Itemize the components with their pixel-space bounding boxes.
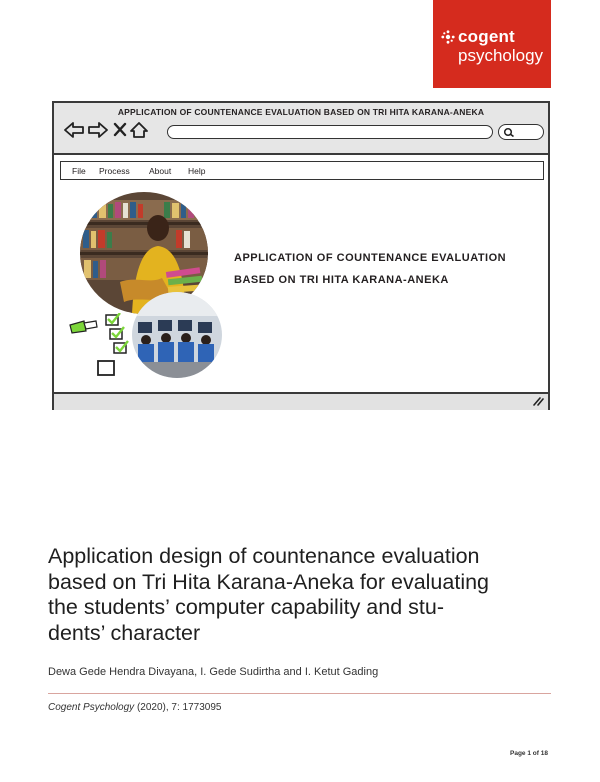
cogent-logo-icon xyxy=(441,30,455,44)
article-authors: Dewa Gede Hendra Divayana, I. Gede Sudirtha and I. Ketut Gading xyxy=(48,666,379,678)
resize-grip-icon xyxy=(532,396,544,406)
article-title-line-2: based on Tri Hita Karana-Aneka for evaluating xyxy=(48,569,490,594)
search-box xyxy=(498,124,544,140)
app-content-area xyxy=(54,181,548,393)
search-icon xyxy=(503,127,517,138)
brand-name: cogent xyxy=(458,27,515,46)
menu-file: File xyxy=(72,166,86,176)
browser-toolbar xyxy=(54,103,548,155)
computer-lab-photo xyxy=(132,292,222,378)
brand-subject: psychology xyxy=(458,46,544,65)
back-arrow-icon xyxy=(65,123,83,137)
cover-figure-browser-window xyxy=(52,101,550,410)
app-heading xyxy=(234,247,506,291)
home-icon xyxy=(131,123,147,137)
checklist-icon xyxy=(62,313,142,383)
navigation-icons xyxy=(63,120,163,140)
article-title-line-1: Application design of countenance evaluation xyxy=(48,544,480,568)
article-title-line-4: dents’ character xyxy=(48,620,201,645)
app-heading-line-2: BASED ON TRI HITA KARANA-ANEKA xyxy=(234,274,449,286)
journal-details: (2020), 7: 1773095 xyxy=(134,702,222,713)
journal-brand-badge xyxy=(433,0,551,88)
page-number: Page 1 of 18 xyxy=(510,750,548,757)
close-icon xyxy=(115,124,125,135)
address-bar xyxy=(167,125,493,139)
article-title xyxy=(48,544,558,646)
forward-arrow-icon xyxy=(89,123,107,137)
window-title: APPLICATION OF COUNTENANCE EVALUATION BASED ON TRI HITA KARANA-ANEKA xyxy=(117,107,485,117)
app-menu-bar xyxy=(60,161,544,180)
journal-name: Cogent Psychology xyxy=(48,702,135,713)
citation xyxy=(48,702,221,713)
menu-process: Process xyxy=(99,166,130,176)
divider xyxy=(48,693,551,694)
browser-status-bar xyxy=(54,392,548,410)
article-title-line-3: the students’ computer capability and stu- xyxy=(48,595,444,619)
app-heading-line-1: APPLICATION OF COUNTENANCE EVALUATION xyxy=(234,252,507,264)
menu-about: About xyxy=(149,166,172,176)
menu-help: Help xyxy=(188,166,206,176)
